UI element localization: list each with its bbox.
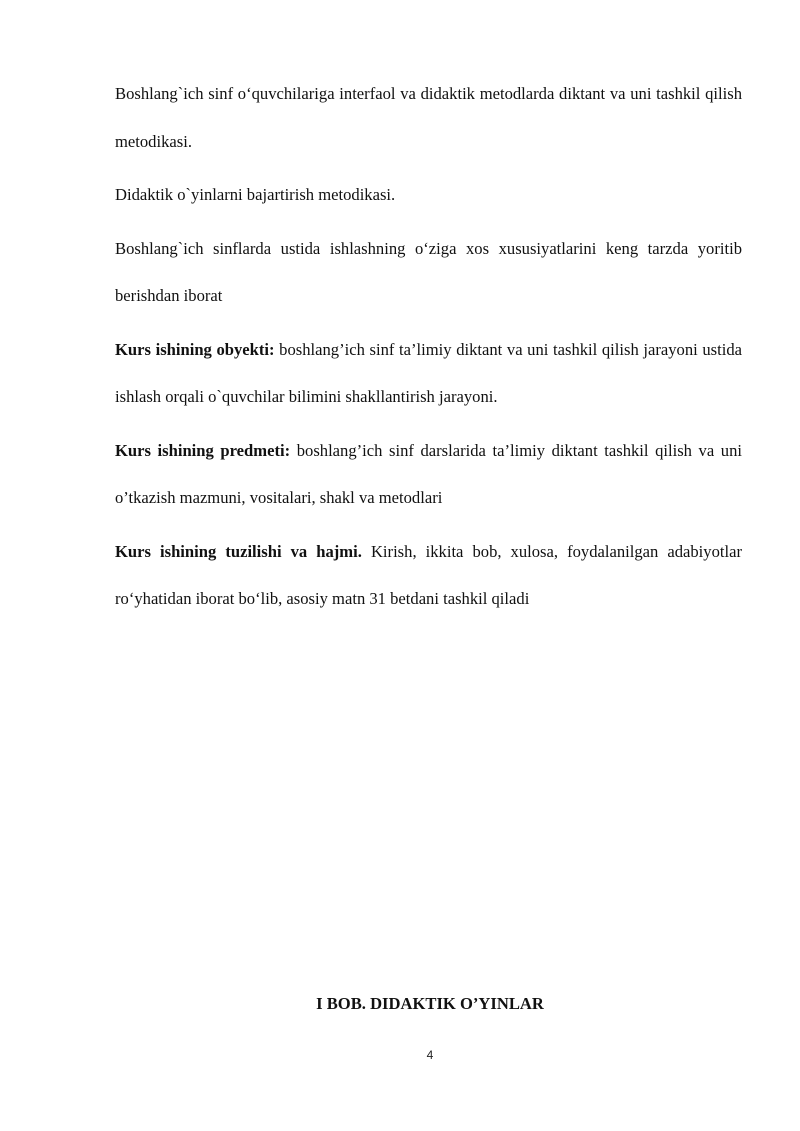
paragraph-object (115, 326, 742, 421)
body-text (115, 70, 742, 629)
paragraph-text: boshlang’ich sinf ta’limiy diktant va uni tashkil qilish jarayoni ustida ishlash orqali o`quvchilar bilimini shakllantirish jarayoni. (115, 339, 743, 406)
paragraph-intro-3 (115, 225, 742, 320)
paragraph-text: Didaktik o`yinlarni bajartirish metodikasi. (115, 185, 396, 204)
paragraph-text: Boshlang`ich sinf o‘quvchilariga interfaol va didaktik metodlarda diktant va uni tashkil qilish metodikasi. (115, 84, 742, 151)
paragraph-subject (115, 427, 742, 522)
paragraph-lead: Kurs ishining obyekti: (115, 339, 275, 359)
paragraph-text: Kirish, ikkita bob, xulosa, foydalanilgan adabiyotlar ro‘yhatidan iborat bo‘lib, asosiy matn 31 betdani tashkil qiladi (115, 541, 742, 608)
paragraph-intro-2 (115, 171, 742, 219)
chapter-title: I BOB. DIDAKTIK O’YINLAR (316, 994, 544, 1013)
paragraph-text: boshlang’ich sinf darslarida ta’limiy diktant tashkil qilish va uni o’tkazish mazmuni, vositalari, shakl va metodlari (115, 440, 743, 507)
paragraph-lead: Kurs ishining tuzilishi va hajmi. (115, 541, 362, 561)
page-number: 4 (426, 1048, 434, 1062)
paragraph-structure (115, 528, 742, 623)
paragraph-text: Boshlang`ich sinflarda ustida ishlashning o‘ziga xos xususiyatlarini keng tarzda yoritib berishdan iborat (115, 238, 742, 305)
paragraph-lead: Kurs ishining predmeti: (115, 440, 291, 460)
paragraph-intro-1 (115, 70, 742, 165)
